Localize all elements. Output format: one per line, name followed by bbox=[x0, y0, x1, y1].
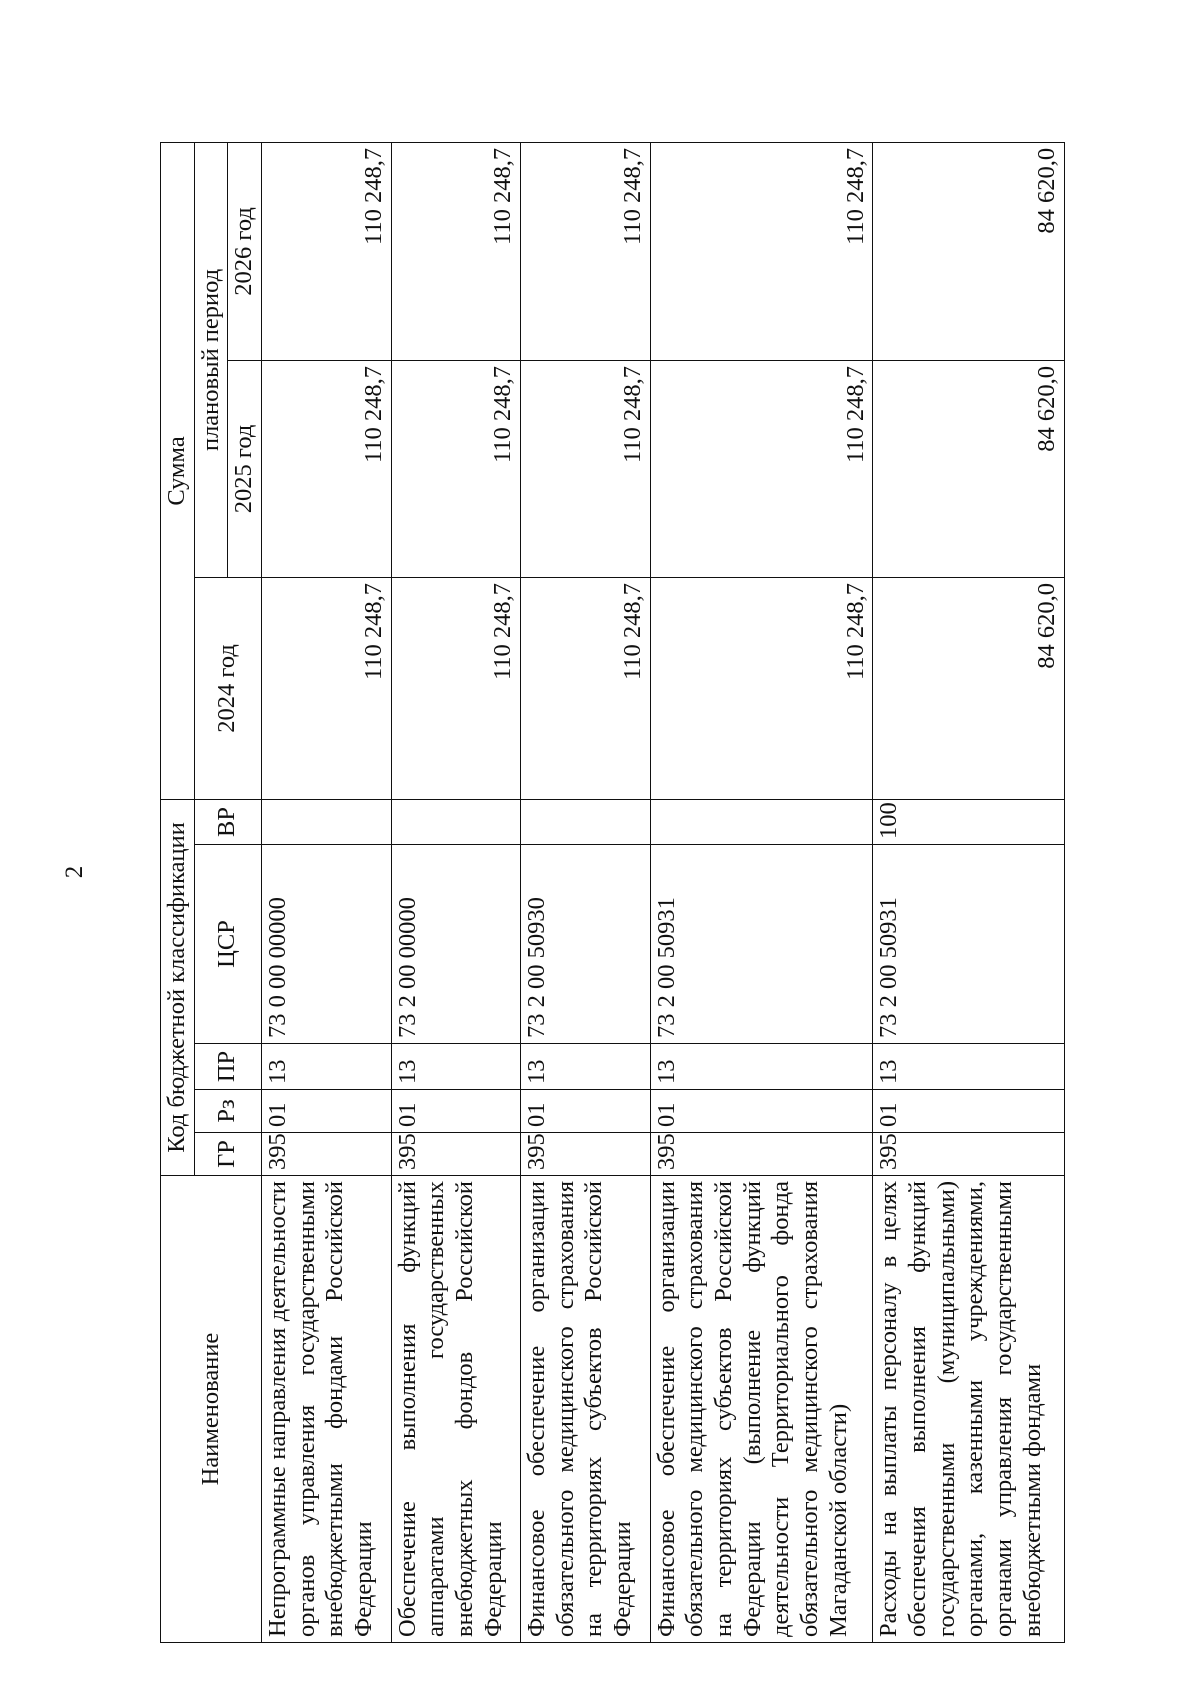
row-gr: 395 bbox=[261, 1133, 391, 1176]
row-csr: 73 2 00 00000 bbox=[391, 845, 521, 1044]
table-row bbox=[521, 142, 651, 1642]
row-gr: 395 bbox=[650, 1133, 873, 1176]
row-gr: 395 bbox=[873, 1133, 1065, 1176]
row-vr bbox=[521, 799, 651, 844]
header-sum-group: Сумма bbox=[161, 142, 195, 799]
row-amount-2026: 110 248,7 bbox=[521, 142, 651, 360]
row-amount-2025: 110 248,7 bbox=[261, 360, 391, 577]
row-rz: 01 bbox=[650, 1090, 873, 1133]
row-name: Финансовое обеспечение организации обязательного медицинского страхования на территориях субъектов Российской Федерации bbox=[521, 1176, 651, 1643]
row-vr bbox=[391, 799, 521, 844]
header-planned-period: плановый период bbox=[194, 142, 228, 577]
row-csr: 73 2 00 50930 bbox=[521, 845, 651, 1044]
row-amount-2026: 110 248,7 bbox=[650, 142, 873, 360]
header-vr: ВР bbox=[194, 799, 261, 844]
header-pr: ПР bbox=[194, 1044, 261, 1090]
row-csr: 73 0 00 00000 bbox=[261, 845, 391, 1044]
row-amount-2026: 110 248,7 bbox=[261, 142, 391, 360]
table-row bbox=[391, 142, 521, 1642]
row-csr: 73 2 00 50931 bbox=[650, 845, 873, 1044]
row-gr: 395 bbox=[391, 1133, 521, 1176]
row-rz: 01 bbox=[873, 1090, 1065, 1133]
row-vr bbox=[650, 799, 873, 844]
header-2025: 2025 год bbox=[228, 360, 262, 577]
row-name: Расходы на выплаты персоналу в целях обеспечения выполнения функций государственными (муниципальными) органами, казенными учреждениями, органами управления государственными внебюджетными фондами bbox=[873, 1176, 1065, 1643]
row-amount-2026: 110 248,7 bbox=[391, 142, 521, 360]
row-amount-2025: 110 248,7 bbox=[650, 360, 873, 577]
row-amount-2025: 84 620,0 bbox=[873, 360, 1065, 577]
row-pr: 13 bbox=[391, 1044, 521, 1090]
row-name: Финансовое обеспечение организации обязательного медицинского страхования на территориях субъектов Российской Федерации (выполнение функций деятельности Территориального фонда обязательного медицинского страхования Магаданской области) bbox=[650, 1176, 873, 1643]
row-pr: 13 bbox=[261, 1044, 391, 1090]
header-name: Наименование bbox=[161, 1176, 262, 1643]
row-pr: 13 bbox=[873, 1044, 1065, 1090]
row-name: Непрограммные направления деятельности органов управления государственными внебюджетными фондами Российской Федерации bbox=[261, 1176, 391, 1643]
table-row bbox=[650, 142, 873, 1642]
row-amount-2026: 84 620,0 bbox=[873, 142, 1065, 360]
header-2024: 2024 год bbox=[194, 577, 261, 799]
row-amount-2025: 110 248,7 bbox=[521, 360, 651, 577]
row-amount-2024: 110 248,7 bbox=[261, 577, 391, 799]
table-row bbox=[873, 142, 1065, 1642]
page-number: 2 bbox=[61, 865, 88, 879]
row-amount-2025: 110 248,7 bbox=[391, 360, 521, 577]
header-gr: ГР bbox=[194, 1133, 261, 1176]
budget-table bbox=[160, 142, 1065, 1643]
header-code-group: Код бюджетной классификации bbox=[161, 799, 195, 1175]
row-csr: 73 2 00 50931 bbox=[873, 845, 1065, 1044]
row-amount-2024: 110 248,7 bbox=[521, 577, 651, 799]
row-vr: 100 bbox=[873, 799, 1065, 844]
row-rz: 01 bbox=[391, 1090, 521, 1133]
header-rz: Рз bbox=[194, 1090, 261, 1133]
header-2026: 2026 год bbox=[228, 142, 262, 360]
row-amount-2024: 110 248,7 bbox=[391, 577, 521, 799]
table-row bbox=[261, 142, 391, 1642]
row-vr bbox=[261, 799, 391, 844]
row-pr: 13 bbox=[521, 1044, 651, 1090]
table-header bbox=[161, 142, 262, 1642]
header-csr: ЦСР bbox=[194, 845, 261, 1044]
row-gr: 395 bbox=[521, 1133, 651, 1176]
row-rz: 01 bbox=[521, 1090, 651, 1133]
row-rz: 01 bbox=[261, 1090, 391, 1133]
row-pr: 13 bbox=[650, 1044, 873, 1090]
row-amount-2024: 110 248,7 bbox=[650, 577, 873, 799]
row-amount-2024: 84 620,0 bbox=[873, 577, 1065, 799]
row-name: Обеспечение выполнения функций аппаратами государственных внебюджетных фондов Российской Федерации bbox=[391, 1176, 521, 1643]
rotated-page-content bbox=[160, 143, 1065, 1643]
